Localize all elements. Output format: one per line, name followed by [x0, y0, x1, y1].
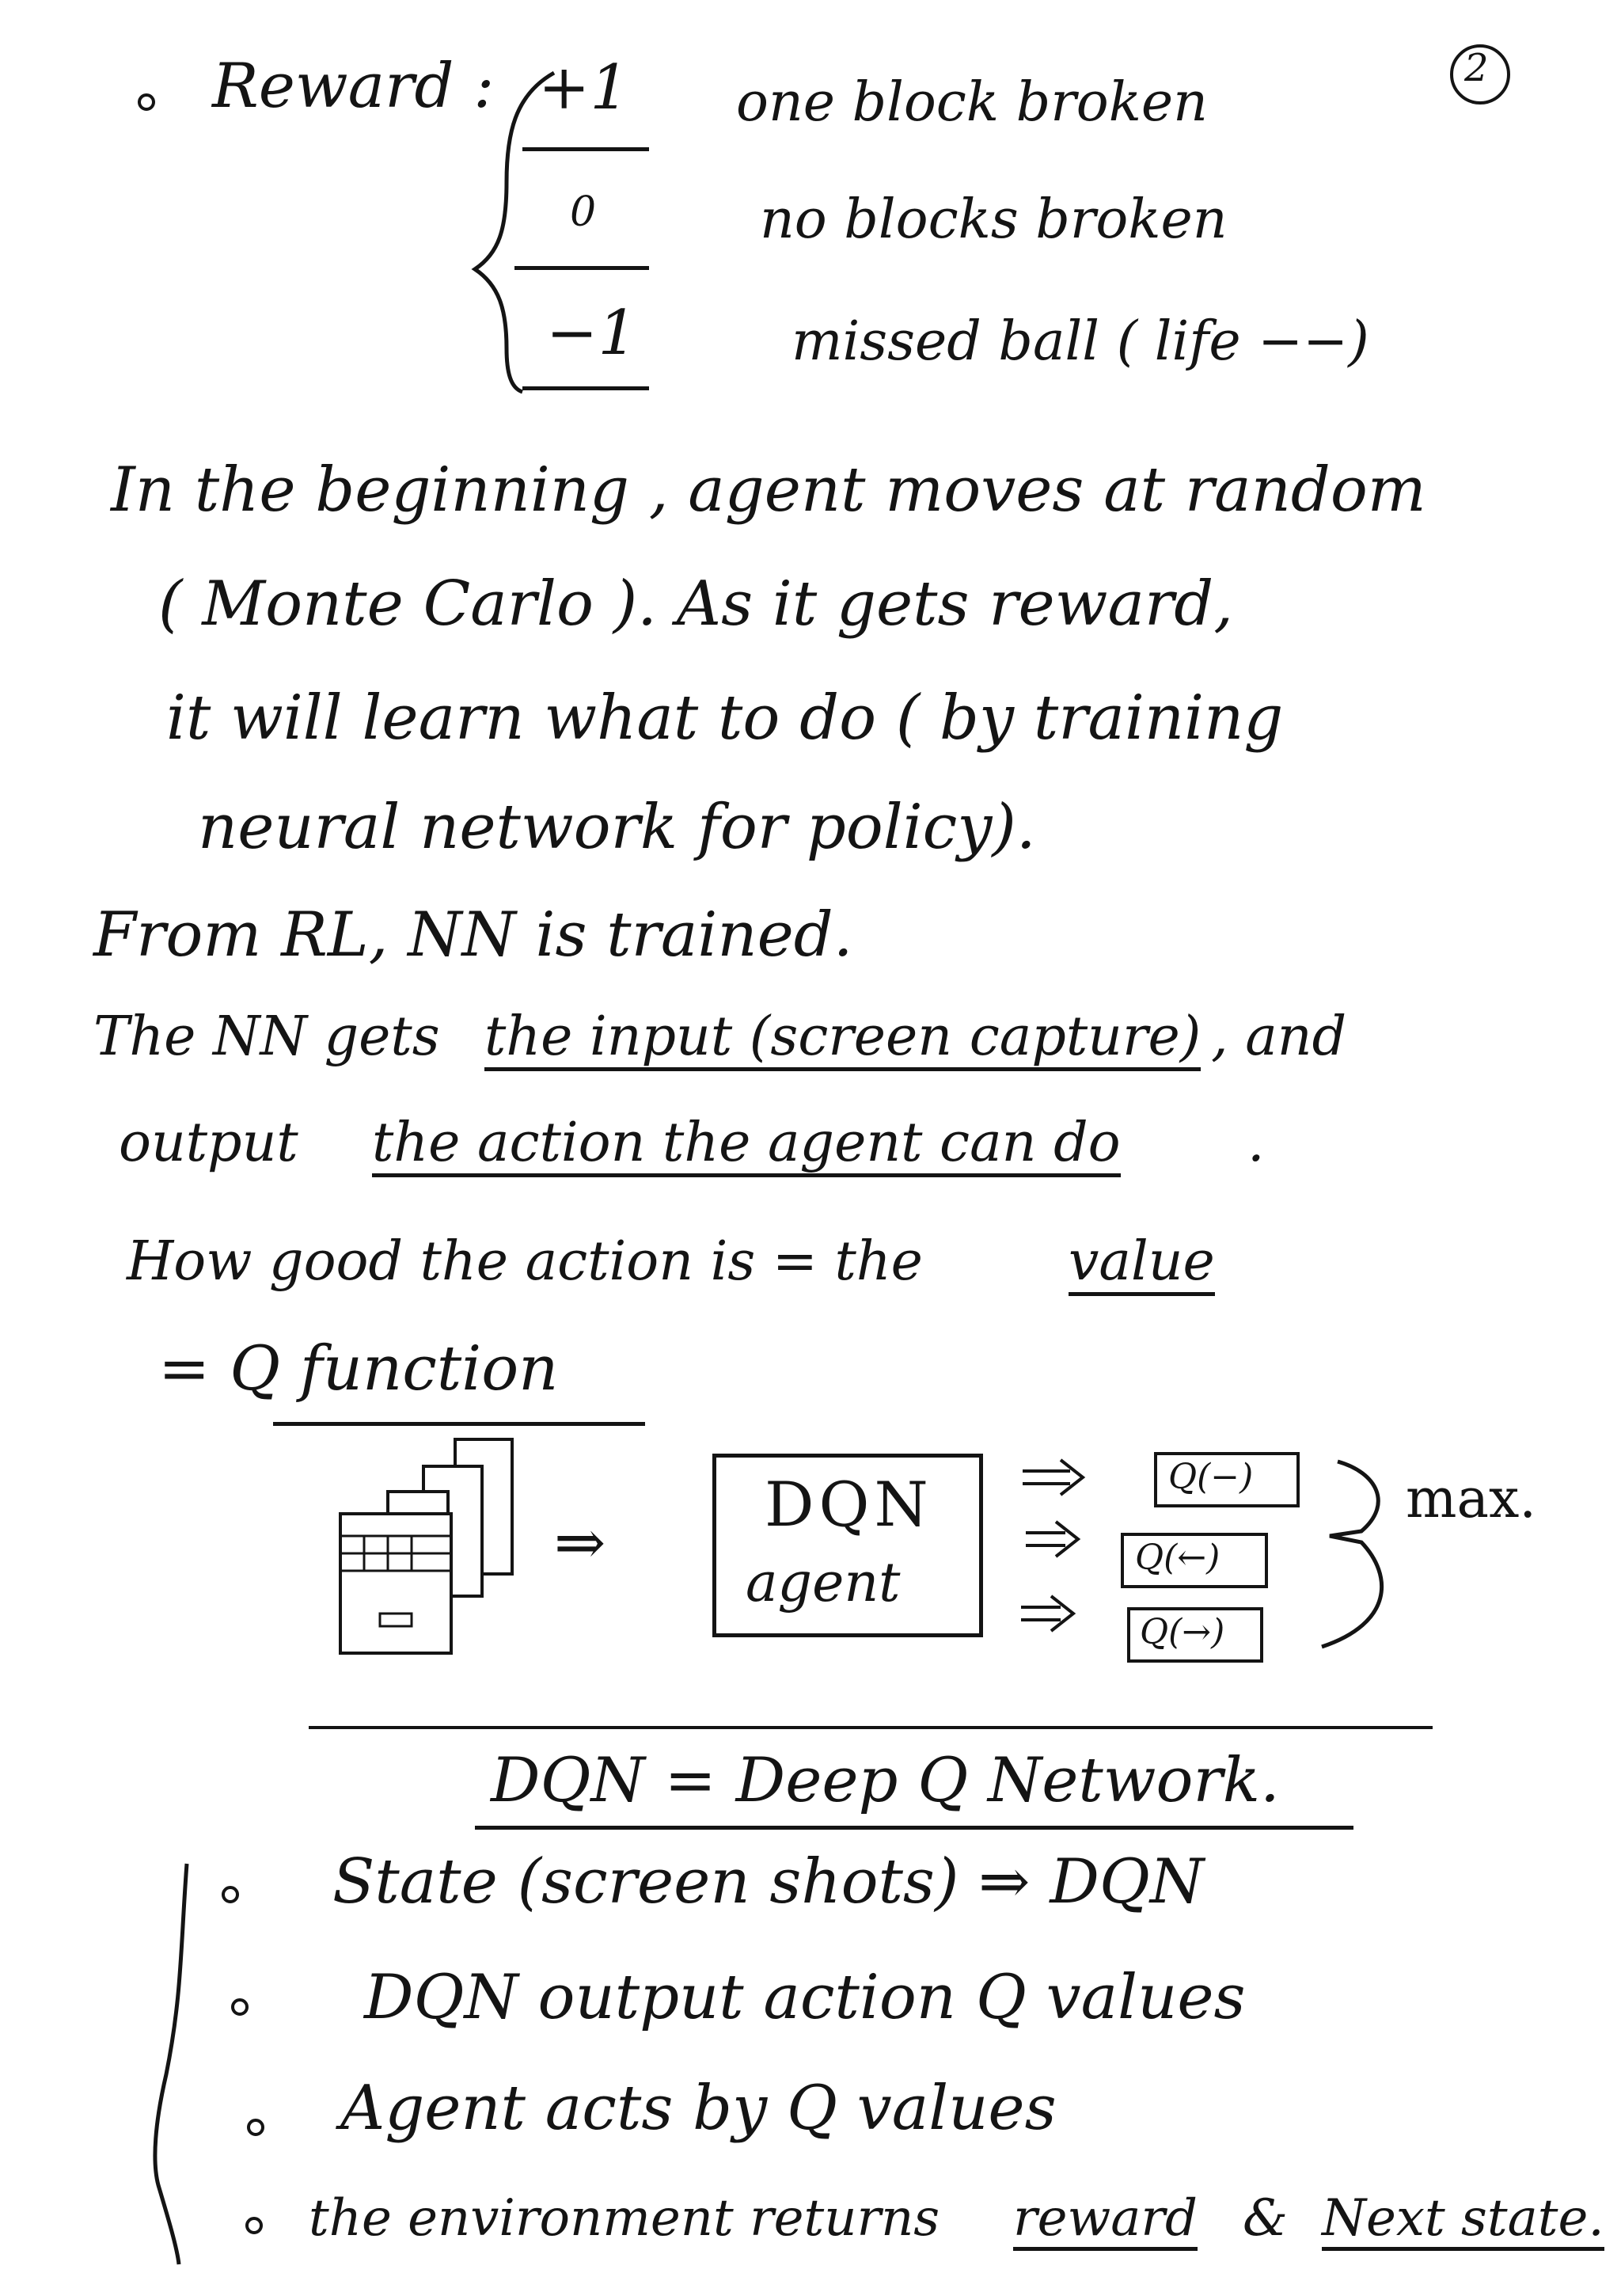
- paragraph1-line3: it will learn what to do ( by training: [166, 682, 1284, 754]
- q-function: = Q function: [158, 1333, 559, 1405]
- value-line-pre: How good the action is = the: [127, 1230, 923, 1293]
- step2-bullet-icon: [231, 1998, 249, 2016]
- paragraph1-line2: ( Monte Carlo ). As it gets reward,: [158, 568, 1233, 640]
- paragraph1-line1: In the beginning , agent moves at random: [111, 454, 1426, 526]
- paragraph1-line4: neural network for policy).: [198, 792, 1036, 863]
- step-1: State (screen shots) ⇒ DQN: [332, 1846, 1205, 1918]
- reward-desc-1: one block broken: [736, 71, 1208, 134]
- reward-value-3: −1: [546, 298, 637, 369]
- diagram-arrow: ⇒: [554, 1507, 606, 1579]
- dqn-definition: DQN = Deep Q Network.: [491, 1745, 1280, 1816]
- step4-bullet-icon: [245, 2217, 263, 2234]
- q-output-label-3: Q(→): [1140, 1612, 1225, 1652]
- rl-line: From RL, NN is trained.: [93, 899, 853, 971]
- step3-bullet-icon: [247, 2119, 264, 2136]
- nn-line-pre: The NN gets: [93, 1005, 440, 1068]
- page-number: 2: [1464, 46, 1489, 90]
- dqn-box-line1: DQN: [765, 1469, 933, 1541]
- nn-line-mid: , and: [1211, 1005, 1347, 1068]
- reward-desc-2: no blocks broken: [760, 188, 1228, 251]
- max-label: max.: [1406, 1468, 1536, 1530]
- nn-line-end: .: [1247, 1112, 1265, 1174]
- nn-line-output: output: [119, 1112, 298, 1174]
- step-3: Agent acts by Q values: [340, 2073, 1057, 2144]
- reward-value-1: +1: [538, 52, 629, 124]
- q-output-label-1: Q(−): [1168, 1457, 1254, 1497]
- step1-bullet-icon: [222, 1886, 239, 1903]
- reward-label: Reward :: [212, 51, 495, 122]
- step-4-reward: reward: [1013, 2193, 1198, 2251]
- q-output-label-2: Q(←): [1135, 1538, 1220, 1578]
- reward-desc-3: missed ball ( life −−): [792, 310, 1369, 373]
- step-4-pre: the environment returns: [309, 2189, 940, 2248]
- reward-value-2: 0: [570, 188, 597, 236]
- nn-line-input: the input (screen capture): [484, 1010, 1201, 1071]
- step-2: DQN output action Q values: [364, 1962, 1246, 2033]
- dqn-box-line2: agent: [746, 1552, 901, 1614]
- step-4-mid: &: [1243, 2189, 1288, 2248]
- value-line-value: value: [1069, 1235, 1215, 1296]
- nn-line-action: the action the agent can do: [372, 1116, 1121, 1177]
- step-4-next-state: Next state.: [1322, 2193, 1604, 2251]
